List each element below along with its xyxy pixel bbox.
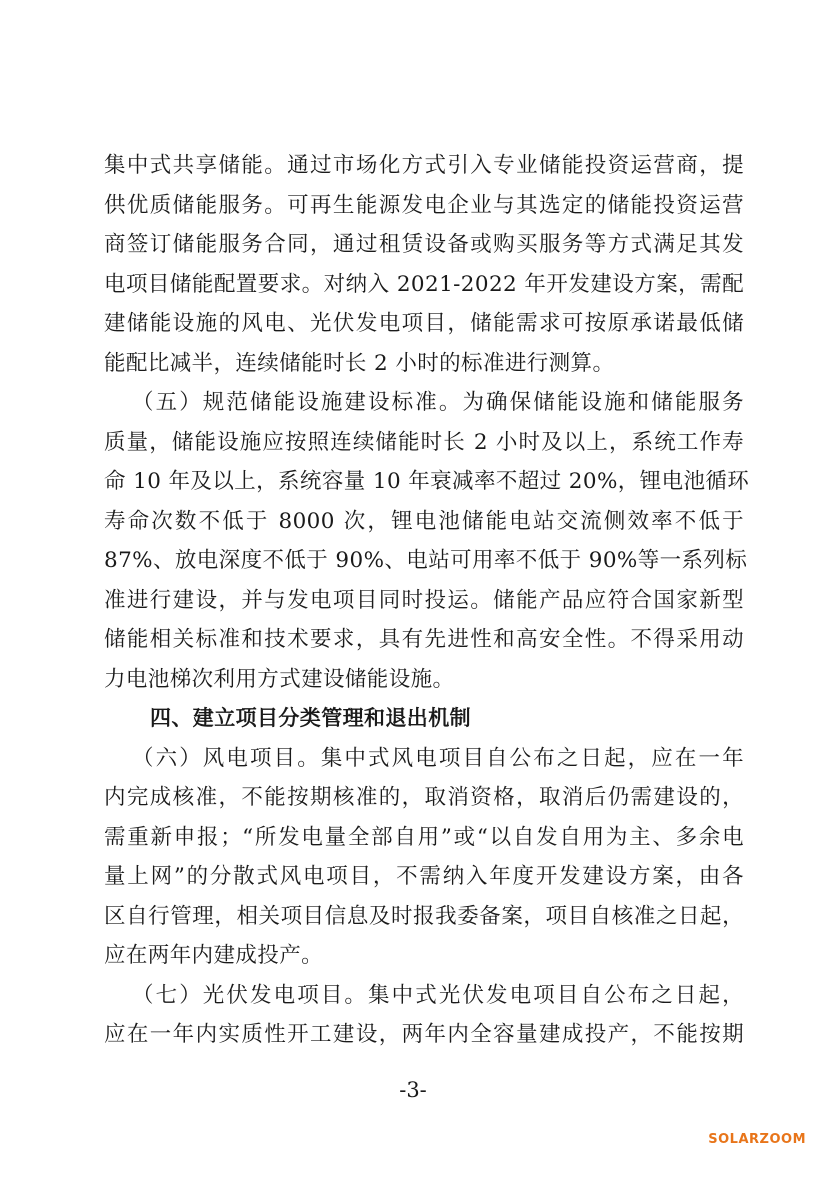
section-six-title-line: （六）风电项目。集中式风电项目自公布之日起，应在一年 bbox=[132, 745, 744, 771]
page-number: -3- bbox=[399, 1078, 427, 1102]
text-line: 商签订储能服务合同，通过租赁设备或购买服务等方式满足其发 bbox=[104, 232, 744, 257]
text-line: 能配比减半，连续储能时长 2 小时的标准进行测算。 bbox=[104, 350, 615, 376]
text-line: 供优质储能服务。可再生能源发电企业与其选定的储能投资运营 bbox=[104, 192, 744, 218]
text-line: 内完成核准，不能按期核准的，取消资格，取消后仍需建设的， bbox=[104, 785, 744, 810]
section-five-title-line: （五）规范储能设施建设标准。为确保储能设施和储能服务 bbox=[132, 390, 744, 415]
text-line: 87%、放电深度不低于 90%、电站可用率不低于 90%等一系列标 bbox=[104, 548, 748, 573]
text-line: 质量，储能设施应按照连续储能时长 2 小时及以上，系统工作寿 bbox=[104, 429, 744, 455]
text-line: 寿命次数不低于 8000 次，锂电池储能电站交流侧效率不低于 bbox=[104, 508, 744, 534]
text-line: 量上网”的分散式风电项目，不需纳入年度开发建设方案，由各 bbox=[104, 864, 744, 889]
text-line: 力电池梯次利用方式建设储能设施。 bbox=[104, 666, 455, 692]
text-line: 需重新申报；“所发电量全部自用”或“以自发自用为主、多余电 bbox=[104, 824, 744, 850]
text-line: 集中式共享储能。通过市场化方式引入专业储能投资运营商，提 bbox=[104, 153, 744, 178]
text-line: 电项目储能配置要求。对纳入 2021-2022 年开发建设方案，需配 bbox=[104, 271, 744, 297]
text-line: 准进行建设，并与发电项目同时投运。储能产品应符合国家新型 bbox=[104, 587, 744, 613]
text-line: 命 10 年及以上，系统容量 10 年衰减率不超过 20%，锂电池循环 bbox=[104, 469, 750, 494]
text-line: 区自行管理，相关项目信息及时报我委备案，项目自核准之日起， bbox=[104, 903, 744, 929]
watermark-logo: SOLARZOOM bbox=[708, 1132, 806, 1147]
section-seven-title-line: （七）光伏发电项目。集中式光伏发电项目自公布之日起， bbox=[132, 982, 744, 1008]
text-line: 应在一年内实质性开工建设，两年内全容量建成投产，不能按期 bbox=[104, 1022, 744, 1047]
document-body bbox=[104, 146, 750, 1055]
section-heading: 四、建立项目分类管理和退出机制 bbox=[150, 706, 471, 730]
text-line: 应在两年内建成投产。 bbox=[104, 943, 324, 968]
text-line: 储能相关标准和技术要求，具有先进性和高安全性。不得采用动 bbox=[104, 627, 744, 652]
text-line: 建储能设施的风电、光伏发电项目，储能需求可按原承诺最低储 bbox=[104, 311, 744, 336]
